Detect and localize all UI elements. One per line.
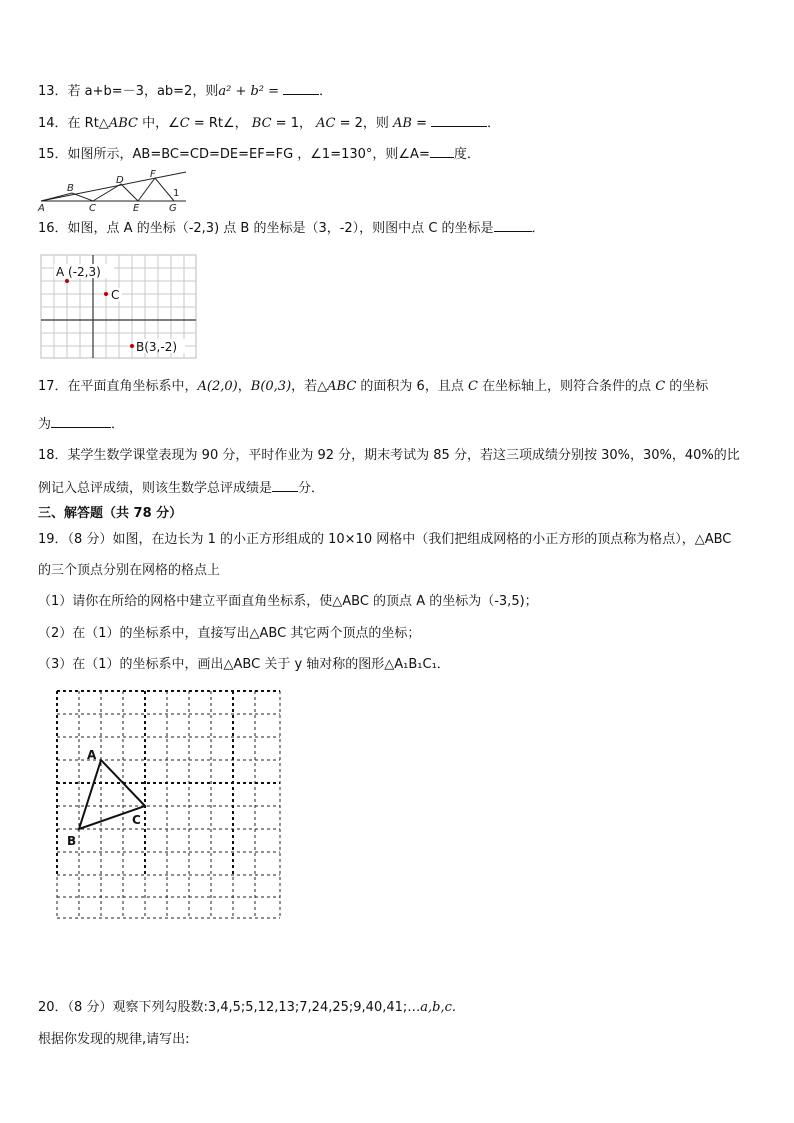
q16-point-b (130, 344, 134, 348)
q14-triangle: ABC (108, 116, 138, 131)
q17-text: 在坐标轴上，则符合条件的点 (477, 379, 656, 394)
q19-label-c: C (132, 813, 141, 827)
q15-figure (36, 166, 196, 214)
q14-text: = (411, 116, 427, 131)
q14-bc: BC (251, 116, 272, 131)
question-15 (38, 145, 480, 164)
q15-label-angle1: 1 (173, 188, 180, 199)
q14-text: = 2，则 (335, 116, 393, 131)
q15-label-f: F (150, 169, 156, 180)
question-19-part2 (38, 625, 420, 643)
q16-grid-figure (40, 254, 198, 360)
q19-grid-figure (54, 688, 286, 922)
q16-label-b: B(3,-2) (136, 340, 178, 354)
q13-expression: a² + b² = (218, 84, 280, 99)
q19-part3-text: （3）在（1）的坐标系中，画出△ABC 关于 y 轴对称的图形△A₁B₁C₁． (38, 657, 450, 672)
q15-label-a: A (38, 203, 45, 214)
question-20-line2 (38, 1031, 190, 1049)
q17-text: 17．在平面直角坐标系中， (38, 379, 198, 394)
q14-suffix: ． (487, 116, 501, 131)
question-17 (38, 378, 708, 396)
q19-text: 19．（8 分）如图，在边长为 1 的小正方形组成的 10×10 网格中（我们把组成网格的小正方形的顶点称为格点），△ABC (38, 532, 732, 547)
q15-label-b: B (67, 183, 74, 194)
q16-text: 16．如图，点 A 的坐标（-2,3) 点 B 的坐标是（3，-2），则图中点 C 的坐标是 (38, 221, 494, 236)
question-18-line2 (38, 479, 324, 498)
q17-suffix: ． (111, 417, 125, 432)
q13-suffix: ． (319, 84, 333, 99)
q17-point-b: B(0,3) (250, 379, 292, 394)
q17-triangle: ABC (327, 379, 357, 394)
question-20 (38, 999, 456, 1017)
q15-top-ray (41, 172, 186, 201)
q17-text: ， (237, 379, 251, 394)
q14-prefix: 14．在 Rt△ (38, 116, 109, 131)
question-19 (38, 531, 731, 549)
q19-text: 的三个顶点分别在网格的格点上 (38, 563, 221, 578)
question-14 (38, 114, 500, 133)
question-19-part1 (38, 593, 538, 611)
q17-text: ，若△ (291, 379, 328, 394)
q14-ac: AC (316, 116, 336, 131)
q15-answer-blank[interactable] (430, 145, 454, 158)
q17-point-a: A(2,0) (197, 379, 238, 394)
q13-prefix: 13．若 a+b=－3，ab=2，则 (38, 84, 219, 99)
q17-point-c: C (655, 379, 666, 394)
q18-text: 例记入总评成绩，则该生数学总评成绩是 (38, 481, 273, 496)
q19-part1-text: （1）请你在所给的网格中建立平面直角坐标系，使△ABC 的顶点 A 的坐标为（-3,5)； (38, 594, 538, 609)
q19-grid-outer-border (57, 691, 280, 875)
q17-point-c: C (467, 379, 478, 394)
q18-answer-blank[interactable] (272, 479, 298, 492)
q14-ab: AB (393, 116, 412, 131)
q20-text: 20．（8 分）观察下列勾股数:3,4,5;5,12,13;7,24,25;9,40,41;… (38, 1000, 421, 1015)
question-19-part3 (38, 656, 450, 674)
q16-point-a (65, 279, 69, 283)
question-17-line2 (38, 415, 124, 434)
q20-variables: a,b,c. (420, 1000, 457, 1015)
q19-label-a: A (87, 748, 97, 762)
q16-answer-blank[interactable] (494, 219, 532, 232)
q15-label-d: D (116, 175, 124, 186)
question-18 (38, 447, 740, 465)
q13-answer-blank[interactable] (283, 82, 319, 95)
q14-text: 中，∠ (137, 116, 180, 131)
q14-text: = 1， (271, 116, 317, 131)
question-13 (38, 82, 332, 101)
q15-label-g: G (169, 203, 177, 214)
q20-text: 根据你发现的规律,请写出: (38, 1032, 190, 1047)
q16-label-a: A (-2,3) (56, 265, 101, 279)
q15-label-e: E (133, 203, 140, 214)
q15-label-c: C (89, 203, 96, 214)
q19-grid-lines (57, 691, 280, 918)
section-heading: 三、解答题（共 78 分） (38, 506, 183, 521)
q16-suffix: ． (531, 221, 545, 236)
q18-suffix: 分． (298, 481, 325, 496)
q18-text: 18．某学生数学课堂表现为 90 分，平时作业为 92 分，期末考试为 85 分，若这三项成绩分别按 30%，30%，40%的比 (38, 448, 740, 463)
q17-answer-blank[interactable] (51, 415, 111, 428)
q15-zigzag (41, 178, 174, 201)
q14-answer-blank[interactable] (431, 114, 487, 127)
q15-suffix: 度． (453, 147, 480, 162)
q15-text: 15．如图所示，AB=BC=CD=DE=EF=FG ，∠1=130°，则∠A= (38, 147, 430, 162)
q17-text: 为 (38, 417, 52, 432)
q14-angle-c: C (179, 116, 190, 131)
question-19-line2 (38, 562, 220, 580)
q17-text: 的坐标 (665, 379, 709, 394)
q19-label-b: B (67, 834, 77, 848)
q19-part2-text: （2）在（1）的坐标系中，直接写出△ABC 其它两个顶点的坐标； (38, 626, 421, 641)
q14-text: = Rt∠， (189, 116, 252, 131)
q16-point-c (104, 292, 108, 296)
question-16 (38, 219, 545, 238)
q16-label-c: C (111, 288, 120, 302)
q17-text: 的面积为 6，且点 (356, 379, 468, 394)
